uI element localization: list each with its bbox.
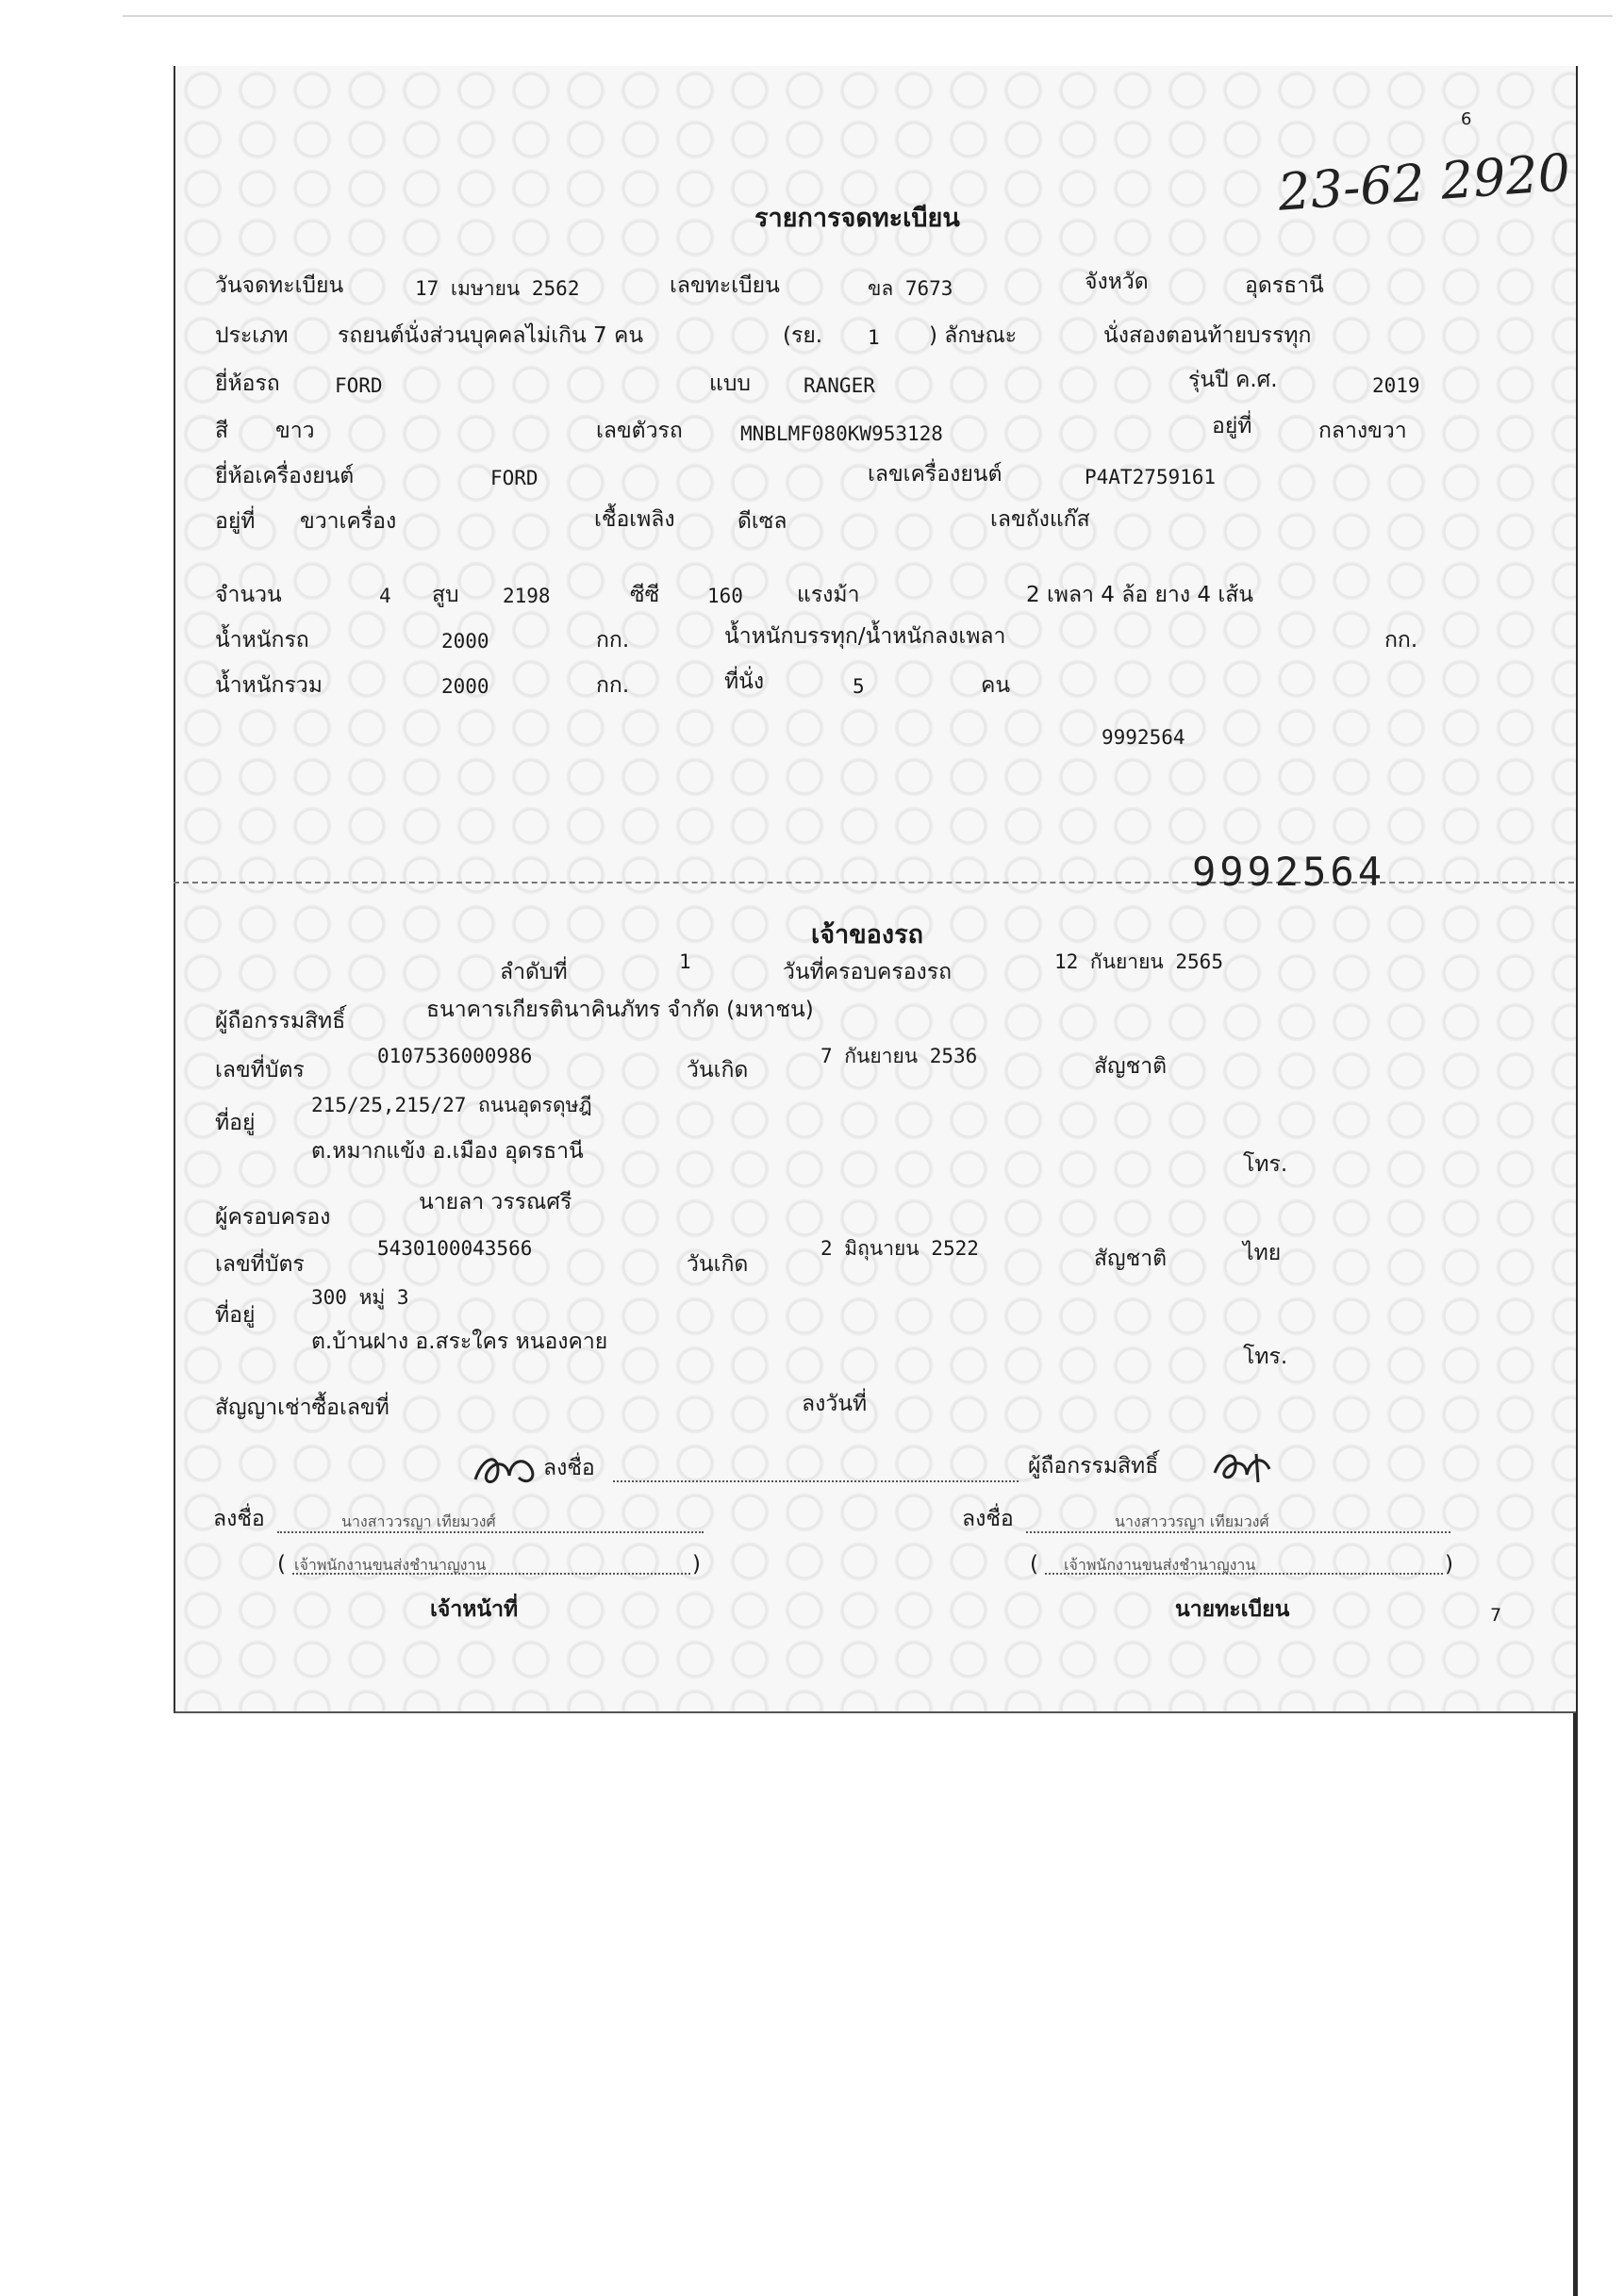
possessor-name: นายลา วรรณศรี [419, 1190, 572, 1214]
card2-label: เลขที่บัตร [215, 1252, 305, 1277]
engine-loc-label: อยู่ที่ [215, 509, 256, 534]
holder-address-2: ต.หมากแข้ง อ.เมือง อุดรธานี [311, 1139, 584, 1164]
payload-label: น้ำหนักบรรทุก/น้ำหนักลงเพลา [724, 624, 1006, 649]
fuel: ดีเซล [737, 509, 787, 534]
color: ขาว [275, 419, 315, 443]
gross-weight-label: น้ำหนักรวม [215, 673, 323, 698]
type-label: ประเภท [215, 323, 289, 348]
possessor-nationality: ไทย [1243, 1241, 1282, 1265]
seats-label: ที่นั่ง [724, 669, 765, 694]
holder-card: 0107536000986 [377, 1045, 533, 1067]
holder-dob: 7 กันยายน 2536 [820, 1045, 978, 1067]
registrar-title: นายทะเบียน [1175, 1597, 1290, 1622]
year-label: รุ่นปี ค.ศ. [1188, 368, 1278, 392]
scan-top-line [123, 15, 1613, 17]
count-label: จำนวน [215, 583, 282, 607]
holder-label: ผู้ถือกรรมสิทธิ์ [215, 1009, 346, 1033]
horsepower: 160 [707, 585, 743, 607]
engine-brand-label: ยี่ห้อเครื่องยนต์ [215, 464, 355, 488]
card-label: เลขที่บัตร [215, 1058, 305, 1082]
cylinders: 4 [379, 585, 391, 607]
model-label: แบบ [709, 372, 752, 396]
nationality-label: สัญชาติ [1094, 1054, 1168, 1079]
plate: ขล 7673 [868, 277, 953, 300]
kg-label-1: กก. [596, 628, 630, 652]
possessor-card: 5430100043566 [377, 1237, 533, 1260]
engine-brand: FORD [490, 467, 539, 489]
page-number-top: 6 [1461, 109, 1472, 129]
holder-sign-label: ผู้ถือกรรมสิทธิ์ [1028, 1454, 1159, 1478]
reg-date: 17 เมษายน 2562 [415, 277, 580, 300]
plate-label: เลขทะเบียน [670, 273, 780, 298]
province-label: จังหวัด [1085, 270, 1149, 294]
officer-close-paren: ) [692, 1552, 701, 1577]
engine-number: P4AT2759161 [1085, 466, 1217, 488]
serial-stamp: 9992564 [1192, 849, 1386, 895]
kg-label-3: กก. [596, 673, 630, 698]
page-number-bottom: 7 [1490, 1605, 1502, 1626]
tel-label: โทร. [1243, 1152, 1288, 1177]
registrar-dotted-line [1026, 1531, 1450, 1533]
color-label: สี [215, 419, 229, 443]
axles-wheels: 2 เพลา 4 ล้อ ยาง 4 เส้น [1026, 583, 1253, 607]
contract-date-label: ลงวันที่ [802, 1392, 868, 1416]
reg-date-label: วันจดทะเบียน [215, 273, 344, 298]
province: อุดรธานี [1245, 273, 1324, 298]
cc-value: 2198 [503, 585, 551, 607]
officer-sign-label: ลงชื่อ [213, 1507, 265, 1531]
registration-title: รายการจดทะเบียน [754, 204, 960, 233]
officer-position: เจ้าพนักงานขนส่งชำนาญงาน [294, 1556, 487, 1574]
fuel-label: เชื้อเพลิง [594, 507, 675, 532]
registrar-name: นางสาววรญา เทียมวงศ์ [1115, 1512, 1269, 1530]
year: 2019 [1372, 374, 1420, 397]
cc-label: ซีซี [630, 583, 660, 607]
ry-label: (รย. [783, 323, 823, 348]
chassis-location: กลางขวา [1318, 419, 1407, 443]
persons-label: คน [981, 673, 1011, 698]
registrar-sign-label: ลงชื่อ [962, 1507, 1014, 1531]
dob-label: วันเกิด [687, 1058, 749, 1082]
nationality2-label: สัญชาติ [1094, 1247, 1168, 1271]
kg-label-2: กก. [1384, 628, 1418, 652]
officer-name: นางสาววรญา เทียมวงศ์ [341, 1512, 496, 1530]
officer-dotted-line [277, 1531, 704, 1533]
ry-value: 1 [868, 326, 880, 349]
brand: FORD [335, 374, 383, 397]
brand-label: ยี่ห้อรถ [215, 372, 280, 396]
address-label: ที่อยู่ [215, 1111, 256, 1135]
weight: 2000 [441, 630, 489, 652]
holder-signature-right [1209, 1445, 1284, 1492]
registrar-close-paren: ) [1445, 1552, 1453, 1577]
characteristic-label: ) ลักษณะ [929, 323, 1018, 348]
engine-location: ขวาเครื่อง [300, 509, 397, 534]
holder-address-1: 215/25,215/27 ถนนอุดรดุษฎี [311, 1094, 592, 1116]
possessor-address-1: 300 หมู่ 3 [311, 1286, 409, 1309]
sign-dotted-line [613, 1480, 1019, 1482]
contract-label: สัญญาเช่าซื้อเลขที่ [215, 1396, 389, 1420]
possessor-dob: 2 มิถุนายน 2522 [820, 1237, 979, 1260]
registrar-open-paren: ( [1030, 1552, 1038, 1577]
dob2-label: วันเกิด [687, 1252, 749, 1277]
chassis-label: เลขตัวรถ [596, 419, 683, 443]
chassis-number: MNBLMF080KW953128 [740, 422, 943, 445]
address2-label: ที่อยู่ [215, 1303, 256, 1328]
possess-date-label: วันที่ครอบครองรถ [783, 960, 953, 984]
hp-label: แรงม้า [797, 583, 860, 607]
possess-date: 12 กันยายน 2565 [1054, 950, 1223, 973]
sign-label: ลงชื่อ [543, 1456, 595, 1480]
gas-tank-label: เลขถังแก๊ส [990, 507, 1090, 532]
cylinder-label: สูบ [432, 583, 459, 607]
possessor-label: ผู้ครอบครอง [215, 1205, 331, 1230]
officer-open-paren: ( [277, 1552, 286, 1577]
order-label: ลำดับที่ [500, 960, 568, 984]
holder-signature-left [470, 1447, 545, 1495]
holder-name: ธนาคารเกียรตินาคินภัทร จำกัด (มหาชน) [426, 998, 814, 1022]
gross-weight: 2000 [441, 675, 489, 698]
tel2-label: โทร. [1243, 1345, 1288, 1369]
vehicle-type: รถยนต์นั่งส่วนบุคคลไม่เกิน 7 คน [338, 323, 644, 348]
chassis-loc-label: อยู่ที่ [1212, 414, 1252, 438]
engine-no-label: เลขเครื่องยนต์ [868, 462, 1003, 487]
handwritten-number: 23-62 2920 [1276, 142, 1573, 223]
serial-small: 9992564 [1102, 726, 1185, 749]
officer-title: เจ้าหน้าที่ [430, 1597, 519, 1622]
possessor-address-2: ต.บ้านฝาง อ.สระใคร หนองคาย [311, 1330, 608, 1354]
model: RANGER [804, 374, 875, 397]
weight-label: น้ำหนักรถ [215, 628, 309, 652]
order-number: 1 [679, 950, 691, 973]
characteristic: นั่งสองตอนท้ายบรรทุก [1103, 323, 1312, 348]
owner-title: เจ้าของรถ [811, 920, 923, 950]
seats: 5 [853, 675, 865, 698]
registrar-position: เจ้าพนักงานขนส่งชำนาญงาน [1064, 1556, 1256, 1574]
